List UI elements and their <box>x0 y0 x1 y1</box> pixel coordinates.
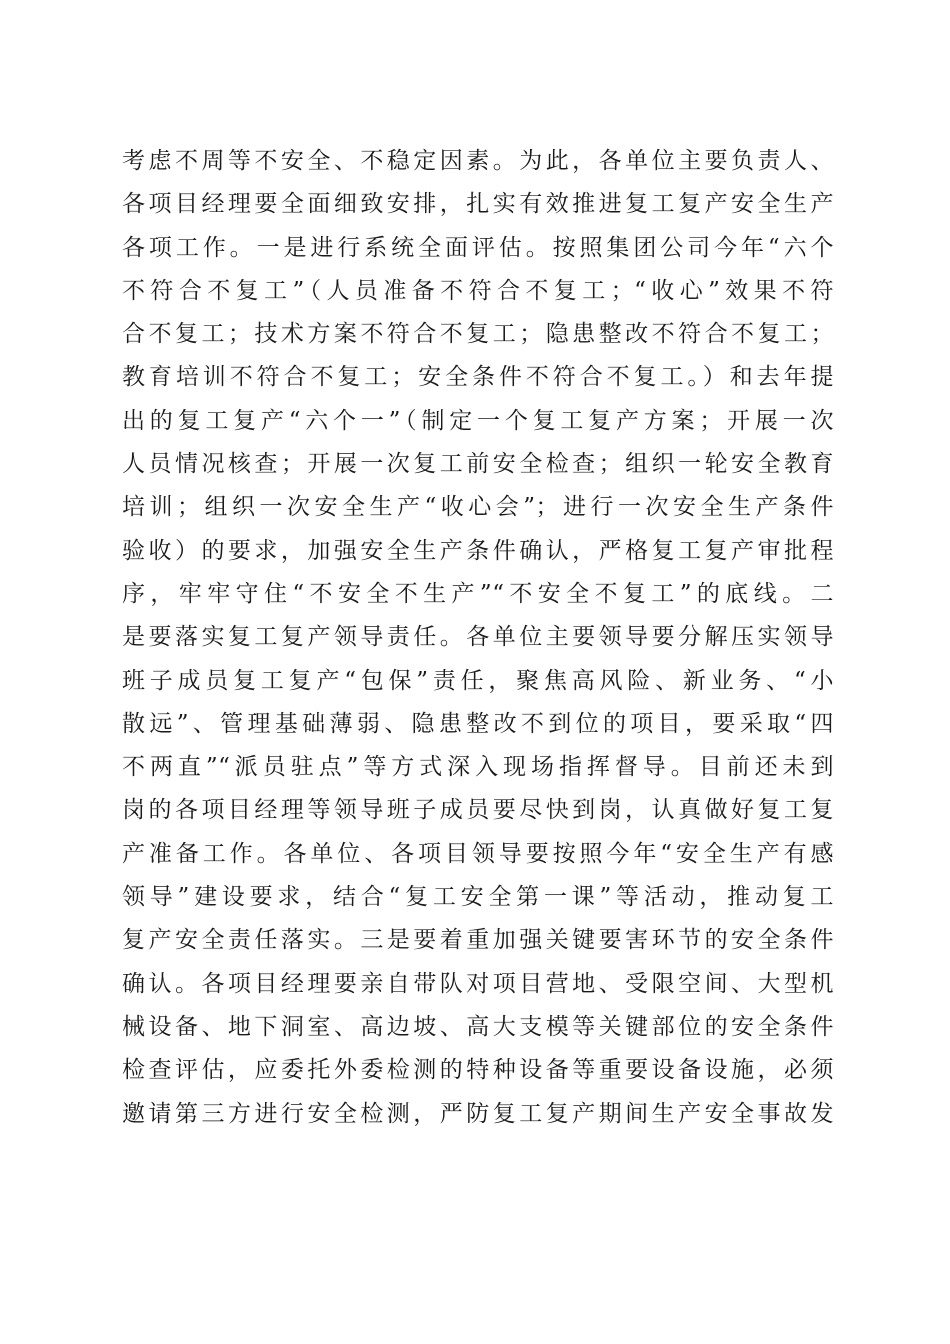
text-line: 序，牢牢守住“不安全不生产”“不安全不复工”的底线。二 <box>122 580 834 607</box>
text-line: 不两直”“派员驻点”等方式深入现场指挥督导。目前还未到 <box>122 754 834 781</box>
body-paragraph <box>122 140 834 1136</box>
text-line: 岗的各项目经理等领导班子成员要尽快到岗，认真做好复工复 <box>122 797 834 824</box>
text-line: 领导”建设要求，结合“复工安全第一课”等活动，推动复工 <box>122 884 834 911</box>
text-line: 验收）的要求，加强安全生产条件确认，严格复工复产审批程 <box>122 537 834 564</box>
text-line: 械设备、地下洞室、高边坡、高大支模等关键部位的安全条件 <box>122 1013 834 1040</box>
text-line: 人员情况核查；开展一次复工前安全检查；组织一轮安全教育 <box>122 451 834 478</box>
text-line: 出的复工复产“六个一”（制定一个复工复产方案；开展一次 <box>122 407 834 434</box>
text-line: 不符合不复工”（人员准备不符合不复工；“收心”效果不符 <box>122 277 834 304</box>
text-line: 复产安全责任落实。三是要着重加强关键要害环节的安全条件 <box>122 927 834 954</box>
text-line: 考虑不周等不安全、不稳定因素。为此，各单位主要负责人、 <box>122 148 834 174</box>
text-line: 邀请第三方进行安全检测，严防复工复产期间生产安全事故发 <box>122 1100 834 1127</box>
text-line: 教育培训不符合不复工；安全条件不符合不复工。）和去年提 <box>122 364 834 391</box>
text-line: 是要落实复工复产领导责任。各单位主要领导要分解压实领导 <box>122 624 834 651</box>
text-line: 各项工作。一是进行系统全面评估。按照集团公司今年“六个 <box>122 234 834 261</box>
text-line: 各项目经理要全面细致安排，扎实有效推进复工复产安全生产 <box>122 191 834 218</box>
text-line: 合不复工；技术方案不符合不复工；隐患整改不符合不复工； <box>122 321 834 348</box>
text-line: 检查评估，应委托外委检测的特种设备等重要设备设施，必须 <box>122 1057 834 1084</box>
text-line: 班子成员复工复产“包保”责任，聚焦高风险、新业务、“小 <box>122 667 834 694</box>
text-line: 产准备工作。各单位、各项目领导要按照今年“安全生产有感 <box>122 840 834 867</box>
text-line: 培训；组织一次安全生产“收心会”；进行一次安全生产条件 <box>122 494 834 521</box>
text-line: 散远”、管理基础薄弱、隐患整改不到位的项目，要采取“四 <box>122 710 834 737</box>
text-line: 确认。各项目经理要亲自带队对项目营地、受限空间、大型机 <box>122 970 834 997</box>
